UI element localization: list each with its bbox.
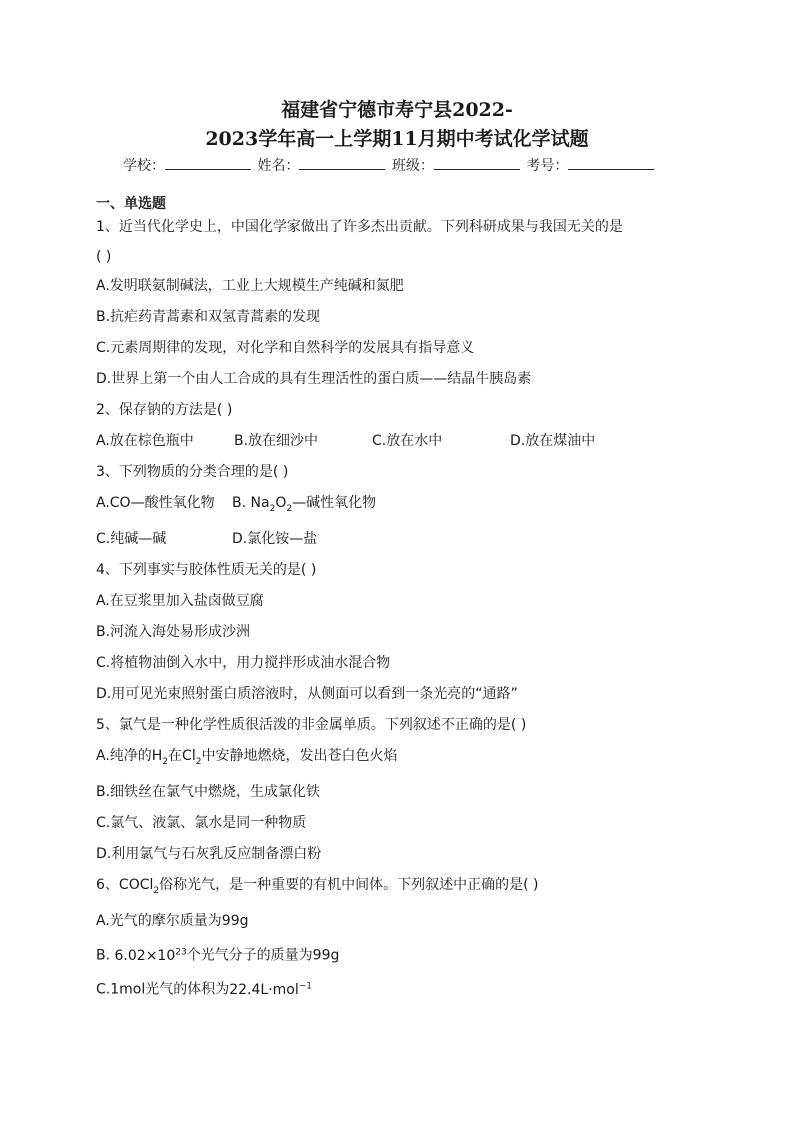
q6-option-a: A.光气的摩尔质量为99g (96, 913, 249, 929)
q4-option-c: C.将植物油倒入水中，用力搅拌形成油水混合物 (96, 655, 391, 671)
q4-stem: 4、下列事实与胶体性质无关的是( ) (96, 562, 317, 578)
q2-option-a: A.放在棕色瓶中 (96, 433, 194, 449)
student-info-row (123, 155, 656, 175)
name-label: 姓名： (257, 158, 300, 174)
q6-option-c: C.1mol光气的体积为22.4L·mol$^{-1}$ (96, 981, 313, 998)
class-label: 班级： (391, 158, 434, 174)
molar-volume-value: 22.4L·mol$^{-1}$ (229, 981, 313, 998)
document-title-line2: 2023学年高一上学期11月期中考试化学试题 (205, 128, 589, 150)
q5-option-d: D.利用氯气与石灰乳反应制备漂白粉 (96, 846, 322, 862)
section-heading: 一、单选题 (96, 196, 166, 212)
q3-option-b: B. $Na_2O_2—$碱性氧化物 (232, 495, 377, 514)
q3-option-a: A.CO—酸性氧化物 (96, 495, 215, 511)
q4-option-d: D.用可见光束照射蛋白质溶液时，从侧面可以看到一条光亮的“通路” (96, 686, 518, 702)
q2-option-b: B.放在细沙中 (234, 433, 319, 449)
class-blank[interactable] (434, 157, 520, 170)
q1-option-d: D.世界上第一个由人工合成的具有生理活性的蛋白质——结晶牛胰岛素 (96, 371, 532, 387)
q5-option-c: C.氯气、液氯、氯水是同一种物质 (96, 815, 307, 831)
q1-option-b: B.抗疟药青蒿素和双氢青蒿素的发现 (96, 309, 321, 325)
school-label: 学校： (123, 158, 165, 174)
q4-option-a: A.在豆浆里加入盐卤做豆腐 (96, 593, 264, 609)
q2-option-c: C.放在水中 (372, 433, 443, 449)
q6-option-b: B. $6.02\times 10^{23}$个光气分子的质量为99g (96, 947, 340, 964)
school-blank[interactable] (165, 157, 251, 170)
name-blank[interactable] (299, 157, 385, 170)
q4-option-b: B.河流入海处易形成沙洲 (96, 624, 251, 640)
q2-option-d: D.放在煤油中 (510, 433, 596, 449)
q3-option-c: C.纯碱—碱 (96, 531, 167, 547)
q1-stem: 1、近当代化学史上，中国化学家做出了许多杰出贡献。下列科研成果与我国无关的是 (96, 219, 623, 235)
document-title-line1: 福建省宁德市寿宁县2022- (281, 99, 513, 121)
q1-option-a: A.发明联氨制碱法，工业上大规模生产纯碱和氮肥 (96, 278, 404, 294)
number-label: 考号： (526, 158, 569, 174)
q3-option-d: D.氯化铵—盐 (232, 531, 318, 547)
q6-stem: 6、COCl$_2$俗称光气，是一种重要的有机中间体。下列叙述中正确的是( ) (96, 877, 539, 896)
formula-h2: $H_2$ (151, 748, 169, 767)
formula-cl2: $Cl_2$ (182, 748, 202, 767)
q3-stem: 3、下列物质的分类合理的是( ) (96, 464, 289, 480)
q5-option-a: A.纯净的$H_2$在$Cl_2$中安静地燃烧，发出苍白色火焰 (96, 748, 398, 767)
q1-option-c: C.元素周期律的发现，对化学和自然科学的发展具有指导意义 (96, 340, 475, 356)
q5-stem: 5、氯气是一种化学性质很活泼的非金属单质。下列叙述不正确的是( ) (96, 717, 527, 733)
formula-na2o2: $Na_2O_2$ (250, 495, 293, 514)
formula-cocl2: COCl$_2$ (118, 877, 160, 896)
q1-paren: ( ) (96, 249, 112, 265)
number-blank[interactable] (568, 157, 654, 170)
q5-option-b: B.细铁丝在氯气中燃烧，生成氯化铁 (96, 784, 321, 800)
avogadro-number: $6.02\times 10^{23}$ (114, 947, 187, 964)
q2-stem: 2、保存钠的方法是( ) (96, 402, 233, 418)
